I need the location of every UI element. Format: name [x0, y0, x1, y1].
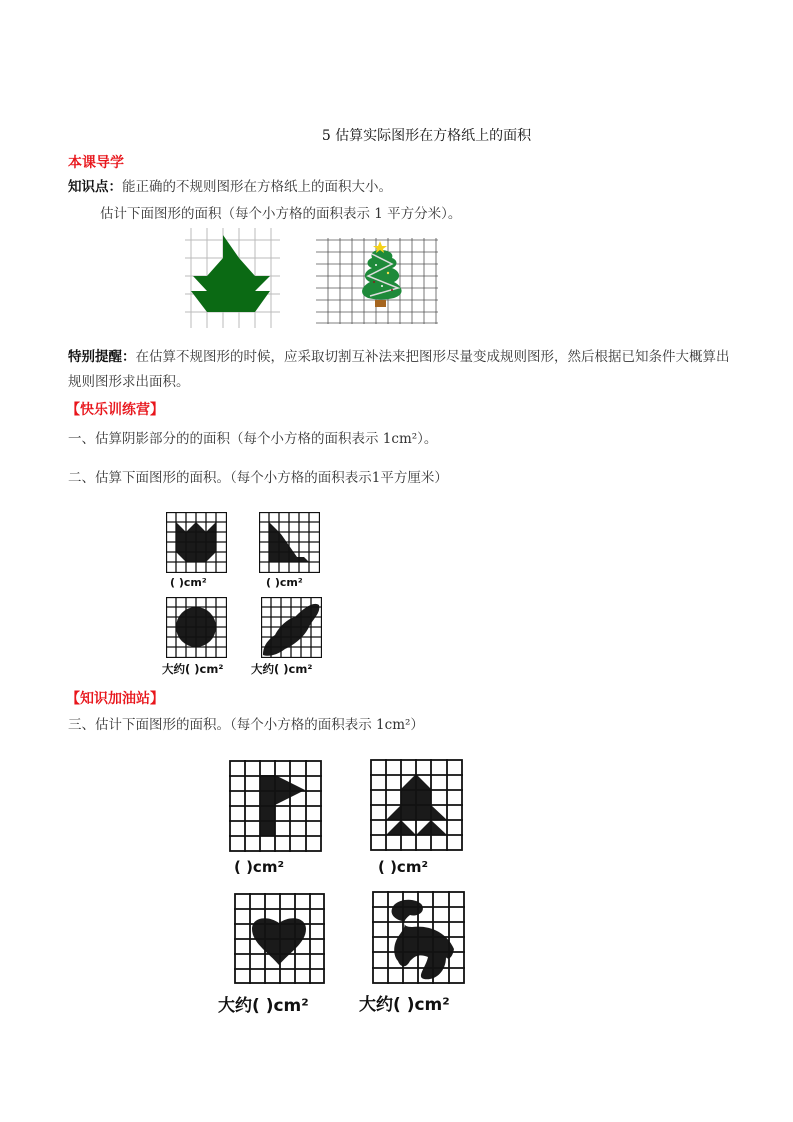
reminder-label: 特别提醒： — [68, 349, 136, 365]
green-boat-figure — [185, 228, 280, 328]
grid-triangle — [259, 512, 320, 573]
grid-circle — [166, 597, 227, 658]
christmas-tree-figure — [316, 238, 438, 324]
section-heading-guide: 本课导学 — [68, 155, 124, 171]
question-3: 三、估计下面图形的面积。（每个小方格的面积表示 1cm²） — [68, 717, 424, 733]
grid-leaf — [261, 597, 322, 658]
section-heading-practice: 【快乐训练营】 — [66, 402, 164, 418]
section-heading-extra: 【知识加油站】 — [66, 691, 164, 707]
page-title: 5 估算实际图形在方格纸上的面积 — [321, 128, 532, 144]
knowledge-text: 能正确的不规则图形在方格纸上的面积大小。 — [122, 179, 392, 195]
knowledge-label: 知识点： — [68, 179, 122, 195]
answer-leaf[interactable]: 大约( )cm² — [251, 662, 313, 676]
question-2: 二、估算下面图形的面积。（每个小方格的面积表示1平方厘米） — [68, 470, 448, 486]
answer-dinosaur[interactable]: 大约( )cm² — [359, 995, 450, 1015]
grid-heart — [234, 893, 325, 984]
instruction-text: 估计下面图形的面积（每个小方格的面积表示 1 平方分米）。 — [100, 206, 462, 222]
knowledge-point — [68, 175, 392, 195]
answer-circle[interactable]: 大约( )cm² — [162, 662, 224, 676]
special-reminder — [68, 345, 738, 395]
grid-tree — [370, 759, 463, 851]
grid-flag — [229, 760, 322, 852]
grid-tulip — [166, 512, 227, 573]
reminder-text: 在估算不规图形的时候，应采取切割互补法来把图形尽量变成规则图形，然后根据已知条件大概算出规则图形求出面积。 — [68, 349, 730, 390]
answer-tulip[interactable]: ( )cm² — [170, 576, 207, 589]
question-1: 一、估算阴影部分的的面积（每个小方格的面积表示 1cm²）。 — [68, 431, 438, 447]
answer-heart[interactable]: 大约( )cm² — [218, 996, 309, 1016]
answer-tree[interactable]: ( )cm² — [378, 858, 429, 876]
answer-triangle[interactable]: ( )cm² — [266, 576, 303, 589]
grid-dinosaur — [372, 891, 465, 984]
answer-flag[interactable]: ( )cm² — [234, 858, 285, 876]
